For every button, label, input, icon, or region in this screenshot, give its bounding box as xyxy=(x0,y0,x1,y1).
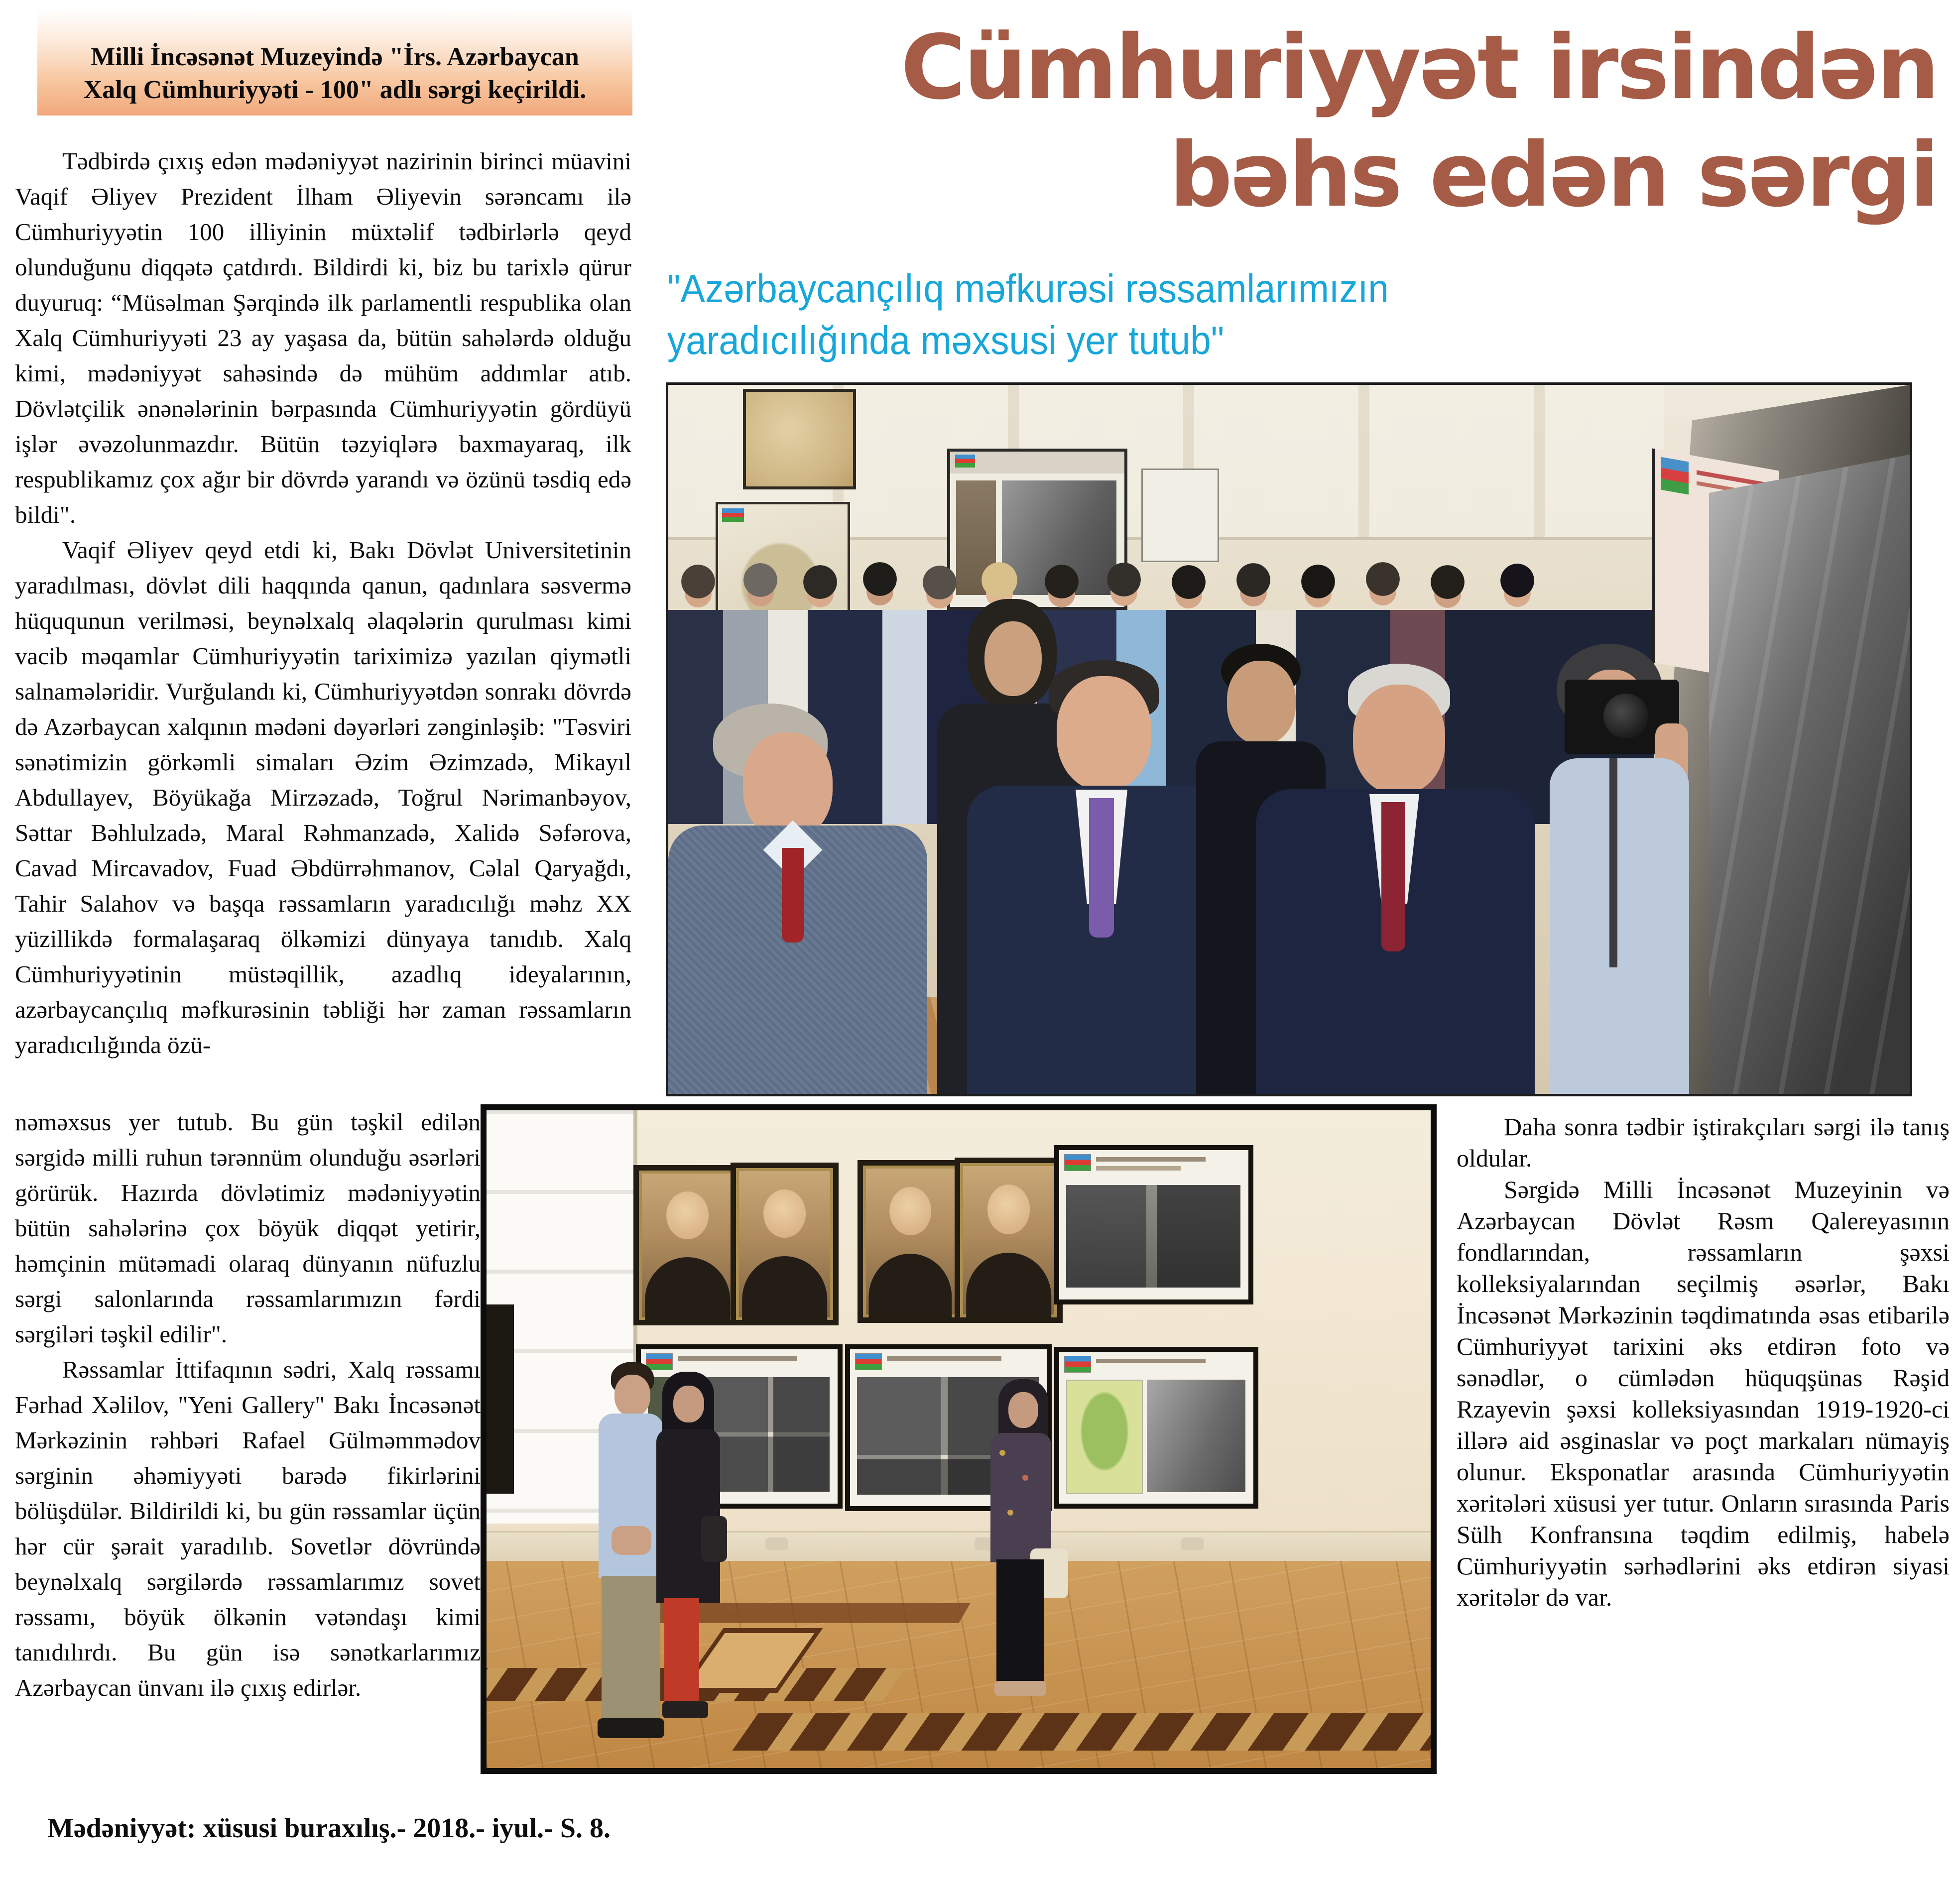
color-map xyxy=(1066,1380,1143,1494)
subtitle-quote: "Azərbaycançılıq məfkurəsi rəssamlarımızın yaradıcılığında məxsusi yer tutub" xyxy=(667,266,1389,362)
exhibit-small-panel xyxy=(1141,469,1219,562)
headline-line-1: Cümhuriyyət irsindən xyxy=(900,16,1938,119)
photo-texture xyxy=(1709,455,1910,1094)
exhibit-map-panel xyxy=(1054,1347,1258,1509)
display-bw-photo xyxy=(1709,455,1910,1094)
shoes xyxy=(994,1681,1046,1696)
face xyxy=(743,732,833,839)
portrait-painting xyxy=(633,1165,741,1325)
bw-photo-collage xyxy=(1066,1185,1240,1288)
trousers xyxy=(664,1598,699,1705)
face xyxy=(673,1386,704,1422)
wall-socket xyxy=(1181,1537,1204,1550)
handbag xyxy=(701,1516,727,1562)
tie xyxy=(782,848,804,943)
headline xyxy=(663,14,1938,229)
shoes xyxy=(598,1718,664,1738)
kicker-box xyxy=(37,10,632,116)
shoes xyxy=(662,1701,708,1718)
portrait-painting xyxy=(858,1160,963,1323)
paragraph: Vaqif Əliyev qeyd etdi ki, Bakı Dövlət Universitetinin yaradılması, dövlət dili haqqında qanun, qadınlara səsvermə hüququnun verilməsi, beynəlxalq əlaqələrin qurulması kimi vacib məqamlar Cümhuriyyətin tariximizə yazılan qiymətli salnamələridir. Vurğulandı ki, Cümhuriyyətdən sonrakı dövrdə də Azərbaycan xalqının mədəni dəyərləri zənginləşib: "Təsviri sənətimizin görkəmli simaları Əzim Əzimzadə, Mikayıl Abdullayev, Böyükağa Mirzəzadə, Toğrul Nərimanbəyov, Səttar Bəhlulzadə, Maral Rəhmanzadə, Xalidə Səfərova, Cavad Mircavadov, Fuad Əbdürrəhmanov, Cəlal Qaryağdı, Tahir Salahov və başqa rəssamların yaradıcılığı məhz XX yüzillikdə formalaşaraq ölkəmizi dünyaya tanıdıb. Xalq Cümhuriyyətinin müstəqillik, azadlıq ideyalarının, azərbaycançılıq məfkurəsinin təbliği hər zaman rəssamların yaradıcılığında özü- xyxy=(15,536,631,1059)
floor-inlay-band xyxy=(732,1713,1437,1751)
face xyxy=(1057,676,1151,791)
floral-top xyxy=(990,1433,1051,1562)
gallery-photo xyxy=(481,1104,1437,1774)
torso xyxy=(1550,758,1689,1094)
visitor-figure xyxy=(967,656,1236,1094)
visitor-figure xyxy=(984,1379,1069,1703)
panel-header xyxy=(950,452,1124,473)
article-right-column xyxy=(1457,1111,1950,1613)
panel-title-bar xyxy=(1096,1157,1206,1162)
photographer-figure xyxy=(1530,644,1709,1094)
azerbaijan-flag-chip xyxy=(955,455,975,468)
paragraph: Sərgidə Milli İncəsənət Muzeyinin və Azərbaycan Dövlət Rəsm Qalereyasının fondlarından, rəssamların şəxsi kolleksiyalarından seçilmiş əsərlər, Bakı İncəsənət Mərkəzinin təqdimatında əsas etibarilə Cümhuriyyət tarixini əks etdirən foto və sənədlər, o cümlədən hüquqşünas Rəşid Rzayevin şəxsi kolleksiyasından 1919-1920-ci illərə aid əsginaslar və poçt markaları nümayiş olunur. Eksponatlar arasında Cümhuriyyətin xəritələri xüsusi yer tutur. Onların sırasında Paris Sülh Konfransına təqdim edilmiş, habelə Cümhuriyyətin sərhədlərini əks etdirən siyasi xəritələr də var. xyxy=(1457,1176,1950,1611)
artwork-edge xyxy=(487,1304,514,1494)
azerbaijan-flag-chip xyxy=(855,1353,882,1370)
footer-citation: Mədəniyyət: xüsusi buraxılış.- 2018.- iyul.- S. 8. xyxy=(47,1813,611,1844)
face xyxy=(614,1375,650,1416)
panel-title-bar xyxy=(1096,1359,1206,1363)
trousers xyxy=(996,1559,1044,1684)
paragraph: Daha sonra tədbir iştirakçıları sərgi ilə tanış oldular. xyxy=(1457,1113,1950,1172)
azerbaijan-flag-chip xyxy=(1064,1154,1091,1171)
paragraph: Rəssamlar İttifaqının sədri, Xalq rəssamı Fərhad Xəlilov, "Yeni Gallery" Bakı İncəsənət Mərkəzinin rəhbəri Rafael Gülməmmədov sərginin əhəmiyyəti barədə fikirlərini bölüşdülər. Bildirildi ki, bu gün rəssamlar üçün hər cür şərait yaradılıb. Sovetlər dövründə beynəlxalq sərgilərdə rəssamlarımız sovet rəssamı, böyük ölkənin vətəndaşı kimi tanıdılırdı. Bu gün isə sənətkarlarımız Azərbaycan ünvanı ilə çıxış edirlər. xyxy=(15,1356,481,1701)
tie xyxy=(1089,798,1114,938)
paragraph: Tədbirdə çıxış edən mədəniyyət nazirinin birinci müavini Vaqif Əliyev Prezident İlham Əliyevin sərəncamı ilə Cümhuriyyətin 100 illiyinin müxtəlif tədbirlərlə qeyd olunduğunu diqqətə çatdırdı. Bildirdi ki, biz bu tarixlə qürur duyuruq: “Müsəlman Şərqində ilk parlamentli respublika olan Xalq Cümhuriyyəti 23 ay yaşasa da, bütün sahələrdə olduğu kimi, mədəniyyət sahəsində də mühüm addımlar atıb. Dövlətçilik ənənələrinin bərpasında Cümhuriyyətin gördüyü işlər əvəzolunmazdır. Bütün təzyiqlərə baxmayaraq, ilk respublikamız çox ağır bir dövrdə yarandı və özünü təsdiq edə bildi". xyxy=(15,147,631,528)
portrait-painting xyxy=(731,1163,839,1325)
panel-title-bar xyxy=(887,1356,1001,1361)
main-photo xyxy=(666,382,1912,1096)
face xyxy=(1353,685,1445,794)
azerbaijan-flag-chip xyxy=(1661,457,1689,495)
face xyxy=(1008,1392,1038,1428)
headline-line-2: bəhs edən sərgi xyxy=(1169,123,1938,227)
camera-strap xyxy=(1609,758,1617,967)
trousers xyxy=(602,1576,660,1720)
visitor-figure xyxy=(1256,664,1535,1094)
bw-photo xyxy=(1147,1380,1245,1492)
exhibit-document-panel xyxy=(1054,1145,1253,1304)
hands-behind-back xyxy=(612,1526,651,1555)
portrait-painting xyxy=(955,1158,1063,1323)
panel-title-bar xyxy=(678,1356,797,1361)
exhibit-map-board xyxy=(743,389,856,489)
paragraph: nəməxsus yer tutub. Bu gün təşkil edilən sərgidə milli ruhun tərənnüm olunduğu əsərləri görürük. Hazırda dövlətimiz mədəniyyətin bütün sahələrinə çox böyük diqqət yetirir, həmçinin mütəmadi olaraq dünyanın nüfuzlu sərgi salonlarında rəssamlarımızın fərdi sərgiləri təşkil edilir". xyxy=(15,1108,481,1348)
article-left-column-wide xyxy=(15,143,631,1062)
camera-lens xyxy=(1603,694,1648,738)
visitor-figure xyxy=(653,1372,723,1720)
azerbaijan-flag-chip xyxy=(722,508,744,522)
visitor-figure xyxy=(668,704,927,1094)
panel-title-bar xyxy=(1096,1166,1181,1171)
kicker-text: Milli İncəsənət Muzeyində "İrs. Azərbaycan Xalq Cümhuriyyəti - 100" adlı sərgi keçirildi. xyxy=(83,43,587,104)
tie xyxy=(1381,802,1405,951)
azerbaijan-flag-chip xyxy=(1064,1356,1091,1373)
article-left-column-narrow xyxy=(15,1104,481,1705)
wall-socket xyxy=(765,1537,788,1550)
